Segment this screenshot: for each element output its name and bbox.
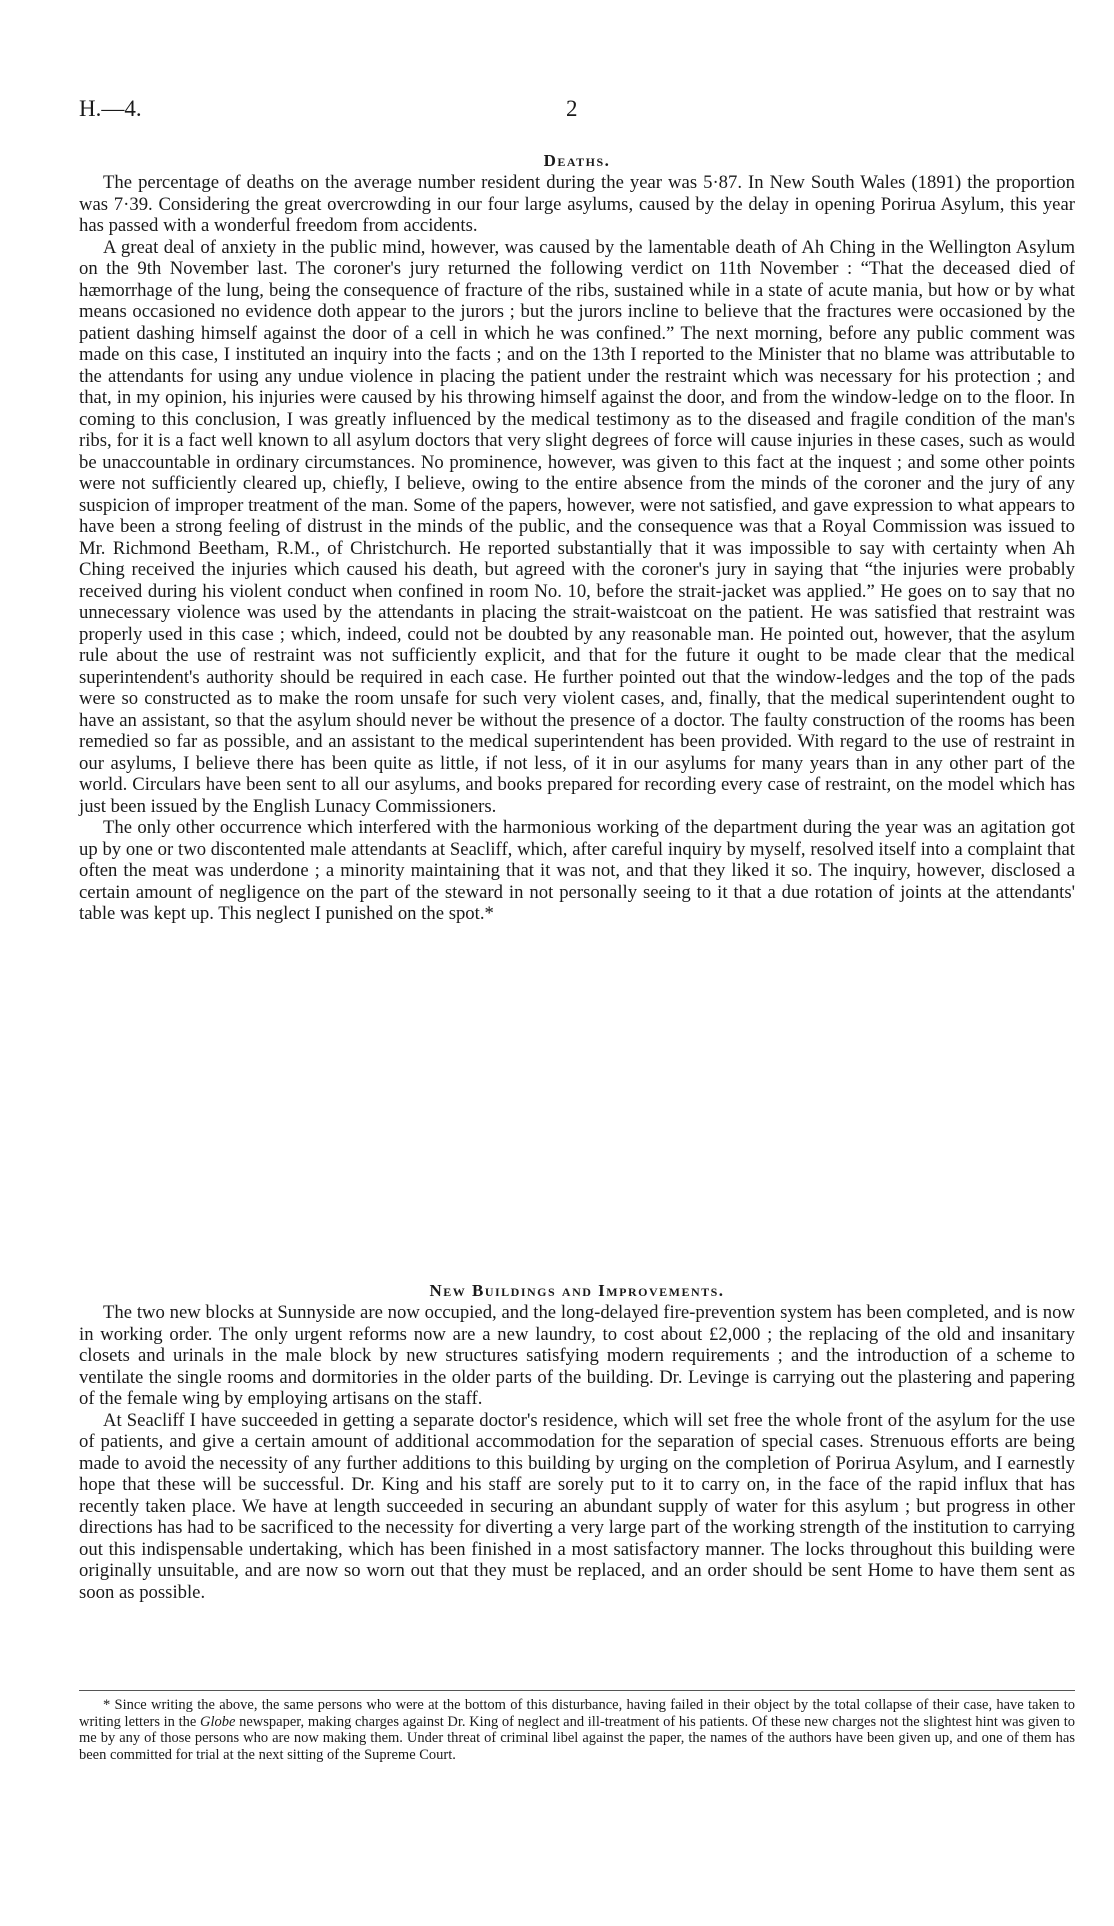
section-heading-deaths: Deaths. (543, 151, 611, 170)
running-head (79, 96, 1079, 130)
document-reference: H.—4. (79, 96, 142, 121)
footnote-text-end: newspaper, making charges against Dr. King of neglect and ill-treatment of his patients. Of these new charges not the slightest hint was given to me by any of those persons who are now making them. Under threat of criminal libel against the paper, the names of the authors have been given up, and one of them has been committed for trial at the next sitting of the Supreme Court. (79, 1713, 1076, 1763)
page-number: 2 (566, 96, 578, 121)
buildings-paragraph-1: The two new blocks at Sunnyside are now occupied, and the long-delayed fire-prevention system has been completed, and is now in working order. The only urgent reforms now are a new laundry, to cost about £2,000 ; the replacing of the old and insanitary closets and urinals in the male block by new structures satisfying modern requirements ; and the introduction of a scheme to ventilate the single rooms and dormitories in the older parts of the building. Dr. Levinge is carrying out the plastering and papering of the female wing by employing artisans on the staff. (79, 1302, 1075, 1409)
deaths-paragraph-1: The percentage of deaths on the average number resident during the year was 5·87. In New South Wales (1891) the proportion was 7·39. Considering the great overcrowding in our four large asylums, caused by the delay in opening Porirua Asylum, this year has passed with a wonderful freedom from accidents. (79, 172, 1075, 236)
footnote-newspaper-name: Globe (200, 1713, 236, 1730)
footnote-divider (79, 1690, 1075, 1691)
section-heading-new-buildings: New Buildings and Improvements. (429, 1281, 725, 1300)
footnote-text-start: * Since writing the above, the same persons who were at the bottom of this disturbance, having failed in their object by the total collapse of their case, have taken to writing letters in the (79, 1697, 1075, 1730)
deaths-paragraph-2: A great deal of anxiety in the public mind, however, was caused by the lamentable death of Ah Ching in the Wellington Asylum on the 9th November last. The coroner's jury returned the following verdict on 11th November : “That the deceased died of hæmorrhage of the lung, being the consequence of fracture of the ribs, sustained while in a state of acute mania, but how or by what means occasioned no evidence doth appear to the jurors ; but the jurors incline to believe that the fractures were occasioned by the patient dashing himself against the door of a cell in which he was confined.” The next morning, before any public comment was made on this case, I instituted an inquiry into the facts ; and on the 13th I reported to the Minister that no blame was attributable to the attendants for using any undue violence in placing the patient under the restraint which was necessary for his protection ; and that, in my opinion, his injuries were caused by his throwing himself against the door, and from the window-ledge on to the floor. In coming to this conclusion, I was greatly influenced by the medical testimony as to the diseased and fragile condition of the man's ribs, for it is a fact well known to all asylum doctors that very slight degrees of force will cause injuries in these cases, such as would be unaccountable in ordinary circumstances. No prominence, however, was given to this fact at the inquest ; and some other points were not sufficiently cleared up, chiefly, I believe, owing to the entire absence from the minds of the coroner and the jury of any suspicion of improper treatment of the man. Some of the papers, however, were not satisfied, and gave expression to what appears to have been a strong feeling of distrust in the minds of the public, and the consequence was that a Royal Commission was issued to Mr. Richmond Beetham, R.M., of Christchurch. He reported substantially that it was impossible to say with certainty when Ah Ching received the injuries which caused his death, but agreed with the coroner's jury in saying that “the injuries were probably received during his violent conduct when confined in room No. 10, before the strait-jacket was applied.” He goes on to say that no unnecessary violence was used by the attendants in placing the strait-waistcoat on the patient. He was satisfied that restraint was properly used in this case ; which, indeed, could not be doubted by any reasonable man. He pointed out, however, that the asylum rule about the use of restraint was not sufficiently explicit, and that for the future it ought to be made clear that the medical superintendent's authority should be required in each case. He further pointed out that the window-ledges and the top of the pads were so constructed as to make the room unsafe for such very violent cases, and, finally, that the medical superintendent ought to have an assistant, so that the asylum should never be without the presence of a doctor. The faulty construction of the rooms has been remedied so far as possible, and an assistant to the medical superintendent has been provided. With regard to the use of restraint in our asylums, I believe there has been quite as little, if not less, of it in our asylums for many years than in any other part of the world. Circulars have been sent to all our asylums, and books prepared for recording every case of restraint, on the model which has just been issued by the English Lunacy Commissioners. (79, 236, 1075, 817)
buildings-paragraph-2: At Seacliff I have succeeded in getting a separate doctor's residence, which will set free the whole front of the asylum for the use of patients, and give a certain amount of additional accommodation for the separation of special cases. Strenuous efforts are being made to avoid the necessity of any further additions to this building by urging on the completion of Porirua Asylum, and I earnestly hope that these will be successful. Dr. King and his staff are sorely put to it to carry on, in the face of the rapid influx that has recently taken place. We have at length succeeded in securing an abundant supply of water for this asylum ; but progress in other directions has had to be sacrificed to the necessity for diverting a very large part of the working strength of the institution to carrying out this indispensable undertaking, which has been finished in a most satisfactory manner. The locks throughout this building were originally unsuitable, and are now so worn out that they must be replaced, and an order should be sent Home to have them sent as soon as possible. (79, 1409, 1075, 1603)
deaths-paragraph-3: The only other occurrence which interfered with the harmonious working of the department during the year was an agitation got up by one or two discontented male attendants at Seacliff, which, after careful inquiry by myself, resolved itself into a complaint that often the meat was underdone ; a minority maintaining that it was not, and that they liked it so. The inquiry, however, disclosed a certain amount of negligence on the part of the steward in not personally seeing to it that a due rotation of joints at the attendants' table was kept up. This neglect I punished on the spot.* (79, 817, 1075, 924)
section-deaths (79, 150, 1075, 925)
footnote (79, 1697, 1075, 1763)
section-new-buildings (79, 1280, 1075, 1603)
